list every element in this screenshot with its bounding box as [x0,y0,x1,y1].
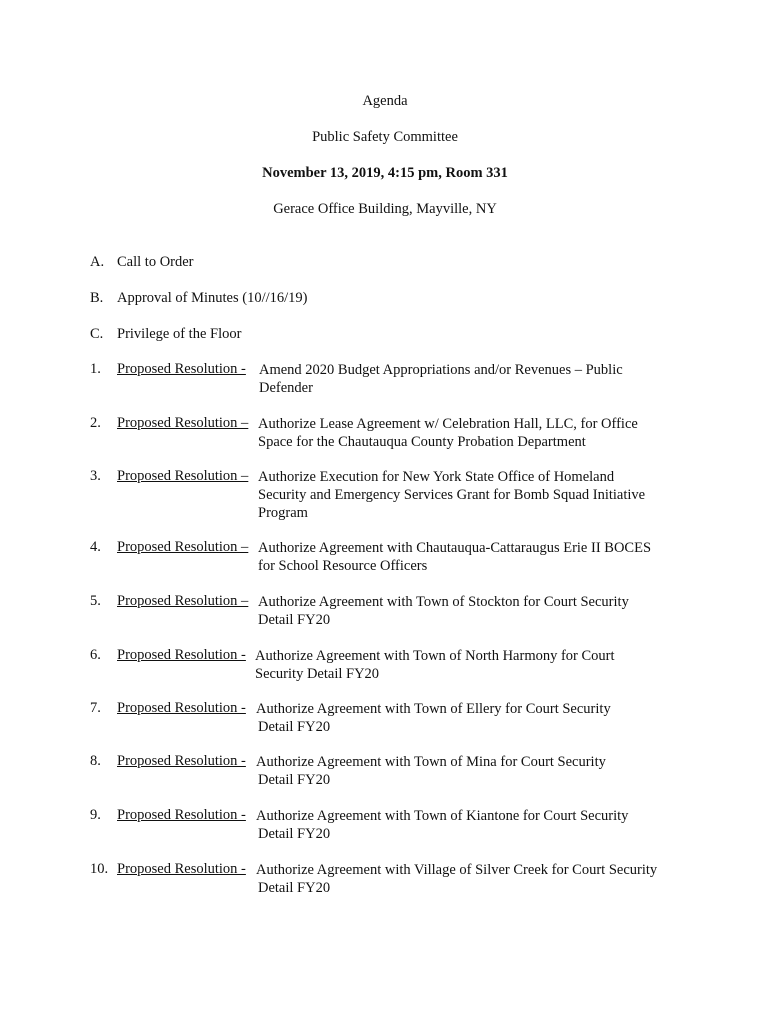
item-description [256,861,657,897]
item-line: Authorize Agreement with Chautauqua-Cattaraugus Erie II BOCES [258,540,652,556]
item-number: 4. [90,539,101,555]
item-line: Authorize Execution for New York State Office of Homeland [258,469,615,485]
item-number: 10. [90,861,109,877]
item-number: 3. [90,468,101,484]
item-letter: B. [90,290,104,306]
item-label: Proposed Resolution – [117,593,249,609]
item-description [258,593,629,629]
item-line: Defender [259,380,313,396]
item-line: Detail FY20 [258,826,331,842]
item-line: Amend 2020 Budget Appropriations and/or Revenues – Public [259,362,623,378]
item-label: Proposed Resolution - [117,807,246,823]
item-line: Detail FY20 [258,772,331,788]
item-description [259,361,623,397]
item-line: Authorize Lease Agreement w/ Celebration Hall, LLC, for Office [258,416,638,432]
item-number: 9. [90,807,101,823]
item-line: for School Resource Officers [258,558,428,574]
item-line: Authorize Agreement with Town of North Harmony for Court [255,648,615,664]
item-line: Authorize Agreement with Town of Kiantone for Court Security [256,808,629,824]
item-text: Call to Order [117,254,194,270]
item-description [256,807,628,843]
item-label: Proposed Resolution - [117,700,246,716]
item-line: Detail FY20 [258,612,331,628]
item-line: Detail FY20 [258,880,331,896]
meeting-date: November 13, 2019, 4:15 pm, Room 331 [262,165,508,181]
item-label: Proposed Resolution - [117,861,246,877]
item-label: Proposed Resolution - [117,647,246,663]
agenda-title: Agenda [362,93,408,109]
item-line: Authorize Agreement with Town of Stockton for Court Security [258,594,629,610]
item-label: Proposed Resolution - [117,753,246,769]
item-number: 5. [90,593,101,609]
item-number: 7. [90,700,101,716]
item-line: Space for the Chautauqua County Probation Department [258,434,586,450]
item-line: Program [258,505,308,521]
meeting-location: Gerace Office Building, Mayville, NY [273,201,497,217]
item-number: 6. [90,647,101,663]
item-number: 2. [90,415,101,431]
item-description [258,468,645,522]
item-label: Proposed Resolution – [117,415,249,431]
item-label: Proposed Resolution - [117,361,246,377]
item-line: Security and Emergency Services Grant for Bomb Squad Initiative [258,487,646,503]
item-line: Authorize Agreement with Town of Mina for Court Security [256,754,606,770]
item-description [256,700,611,736]
item-letter: C. [90,326,104,342]
item-label: Proposed Resolution – [117,539,249,555]
item-text: Approval of Minutes (10//16/19) [117,290,308,306]
item-line: Authorize Agreement with Village of Silver Creek for Court Security [256,862,658,878]
item-letter: A. [90,254,105,270]
item-number: 1. [90,361,101,377]
item-number: 8. [90,753,101,769]
item-line: Detail FY20 [258,719,331,735]
item-line: Authorize Agreement with Town of Ellery for Court Security [256,701,611,717]
item-line: Security Detail FY20 [255,666,380,682]
committee-name: Public Safety Committee [312,129,458,145]
item-description [258,415,638,451]
item-description [255,647,615,683]
item-description [258,539,651,575]
item-description [256,753,606,789]
item-text: Privilege of the Floor [117,326,242,342]
item-label: Proposed Resolution – [117,468,249,484]
